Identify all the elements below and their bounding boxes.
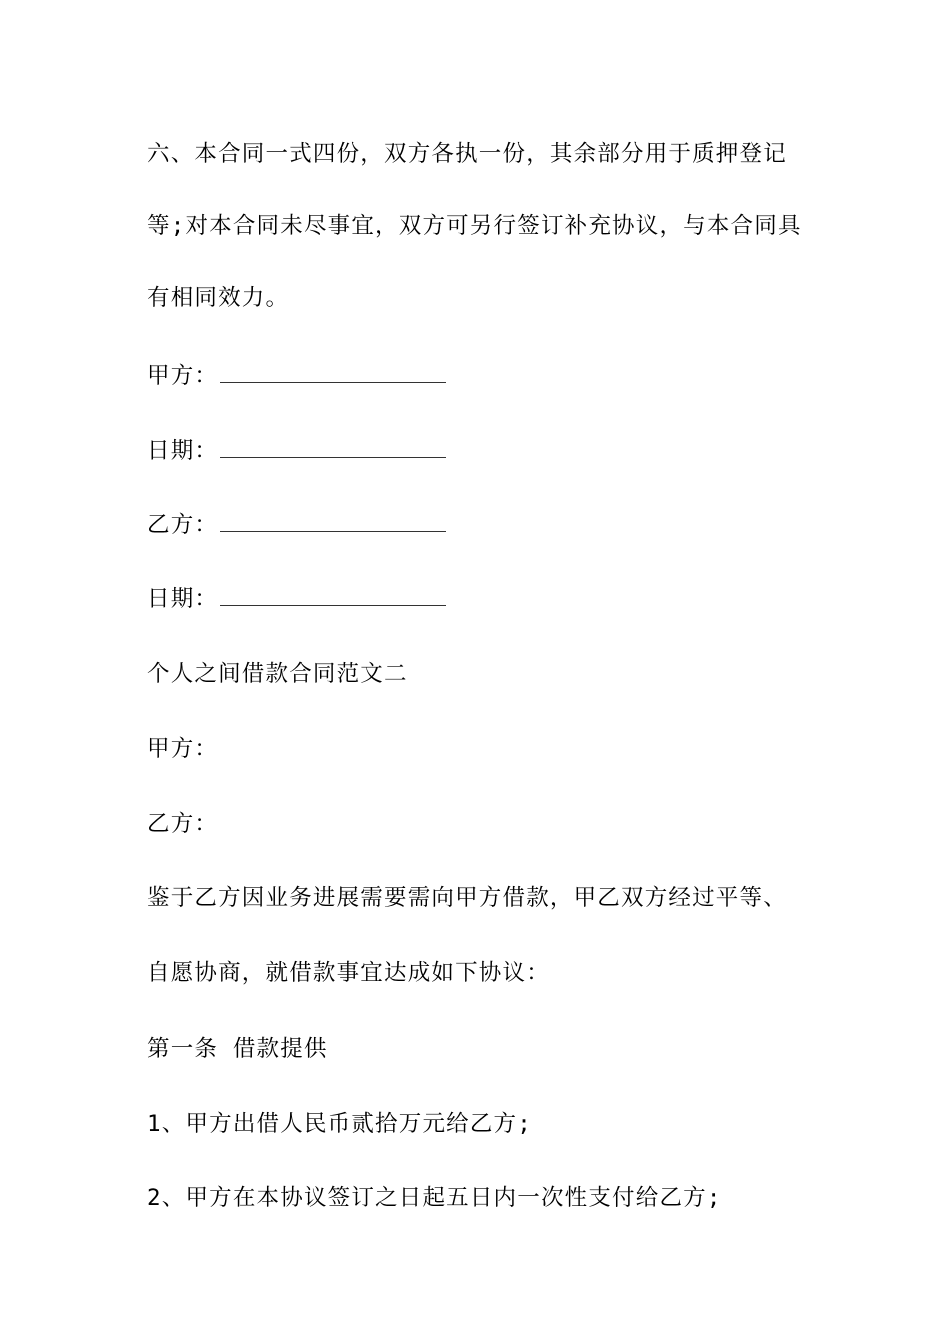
signature-line-party-b xyxy=(147,511,446,539)
article-item: 1、甲方出借人民币贰拾万元给乙方; xyxy=(147,1111,532,1137)
article-item: 2、甲方在本协议签订之日起五日内一次性支付给乙方; xyxy=(147,1185,722,1211)
preamble-line: 鉴于乙方因业务进展需要需向甲方借款，甲乙双方经过平等、 xyxy=(147,885,787,911)
contract-clause-line: 六、本合同一式四份，双方各执一份，其余部分用于质押登记 xyxy=(147,141,787,167)
signature-label: 甲方： xyxy=(147,363,219,389)
signature-label: 日期： xyxy=(147,586,219,612)
signature-label: 日期： xyxy=(147,438,219,464)
signature-line-date xyxy=(147,437,446,465)
preamble-line: 自愿协商，就借款事宜达成如下协议： xyxy=(147,960,550,986)
contract-clause-line: 等;对本合同未尽事宜，双方可另行签订补充协议，与本合同具 xyxy=(147,213,802,239)
signature-label: 乙方： xyxy=(147,512,219,538)
signature-blank xyxy=(220,437,446,458)
party-b-label: 乙方： xyxy=(147,811,219,837)
signature-blank xyxy=(220,585,446,606)
signature-blank xyxy=(220,511,446,532)
section-title: 个人之间借款合同范文二 xyxy=(147,661,408,687)
signature-line-party-a xyxy=(147,362,446,390)
contract-clause-line: 有相同效力。 xyxy=(147,285,290,311)
party-a-label: 甲方： xyxy=(147,736,219,762)
signature-blank xyxy=(220,362,446,383)
article-title: 第一条 借款提供 xyxy=(147,1036,328,1062)
signature-line-date xyxy=(147,585,446,613)
